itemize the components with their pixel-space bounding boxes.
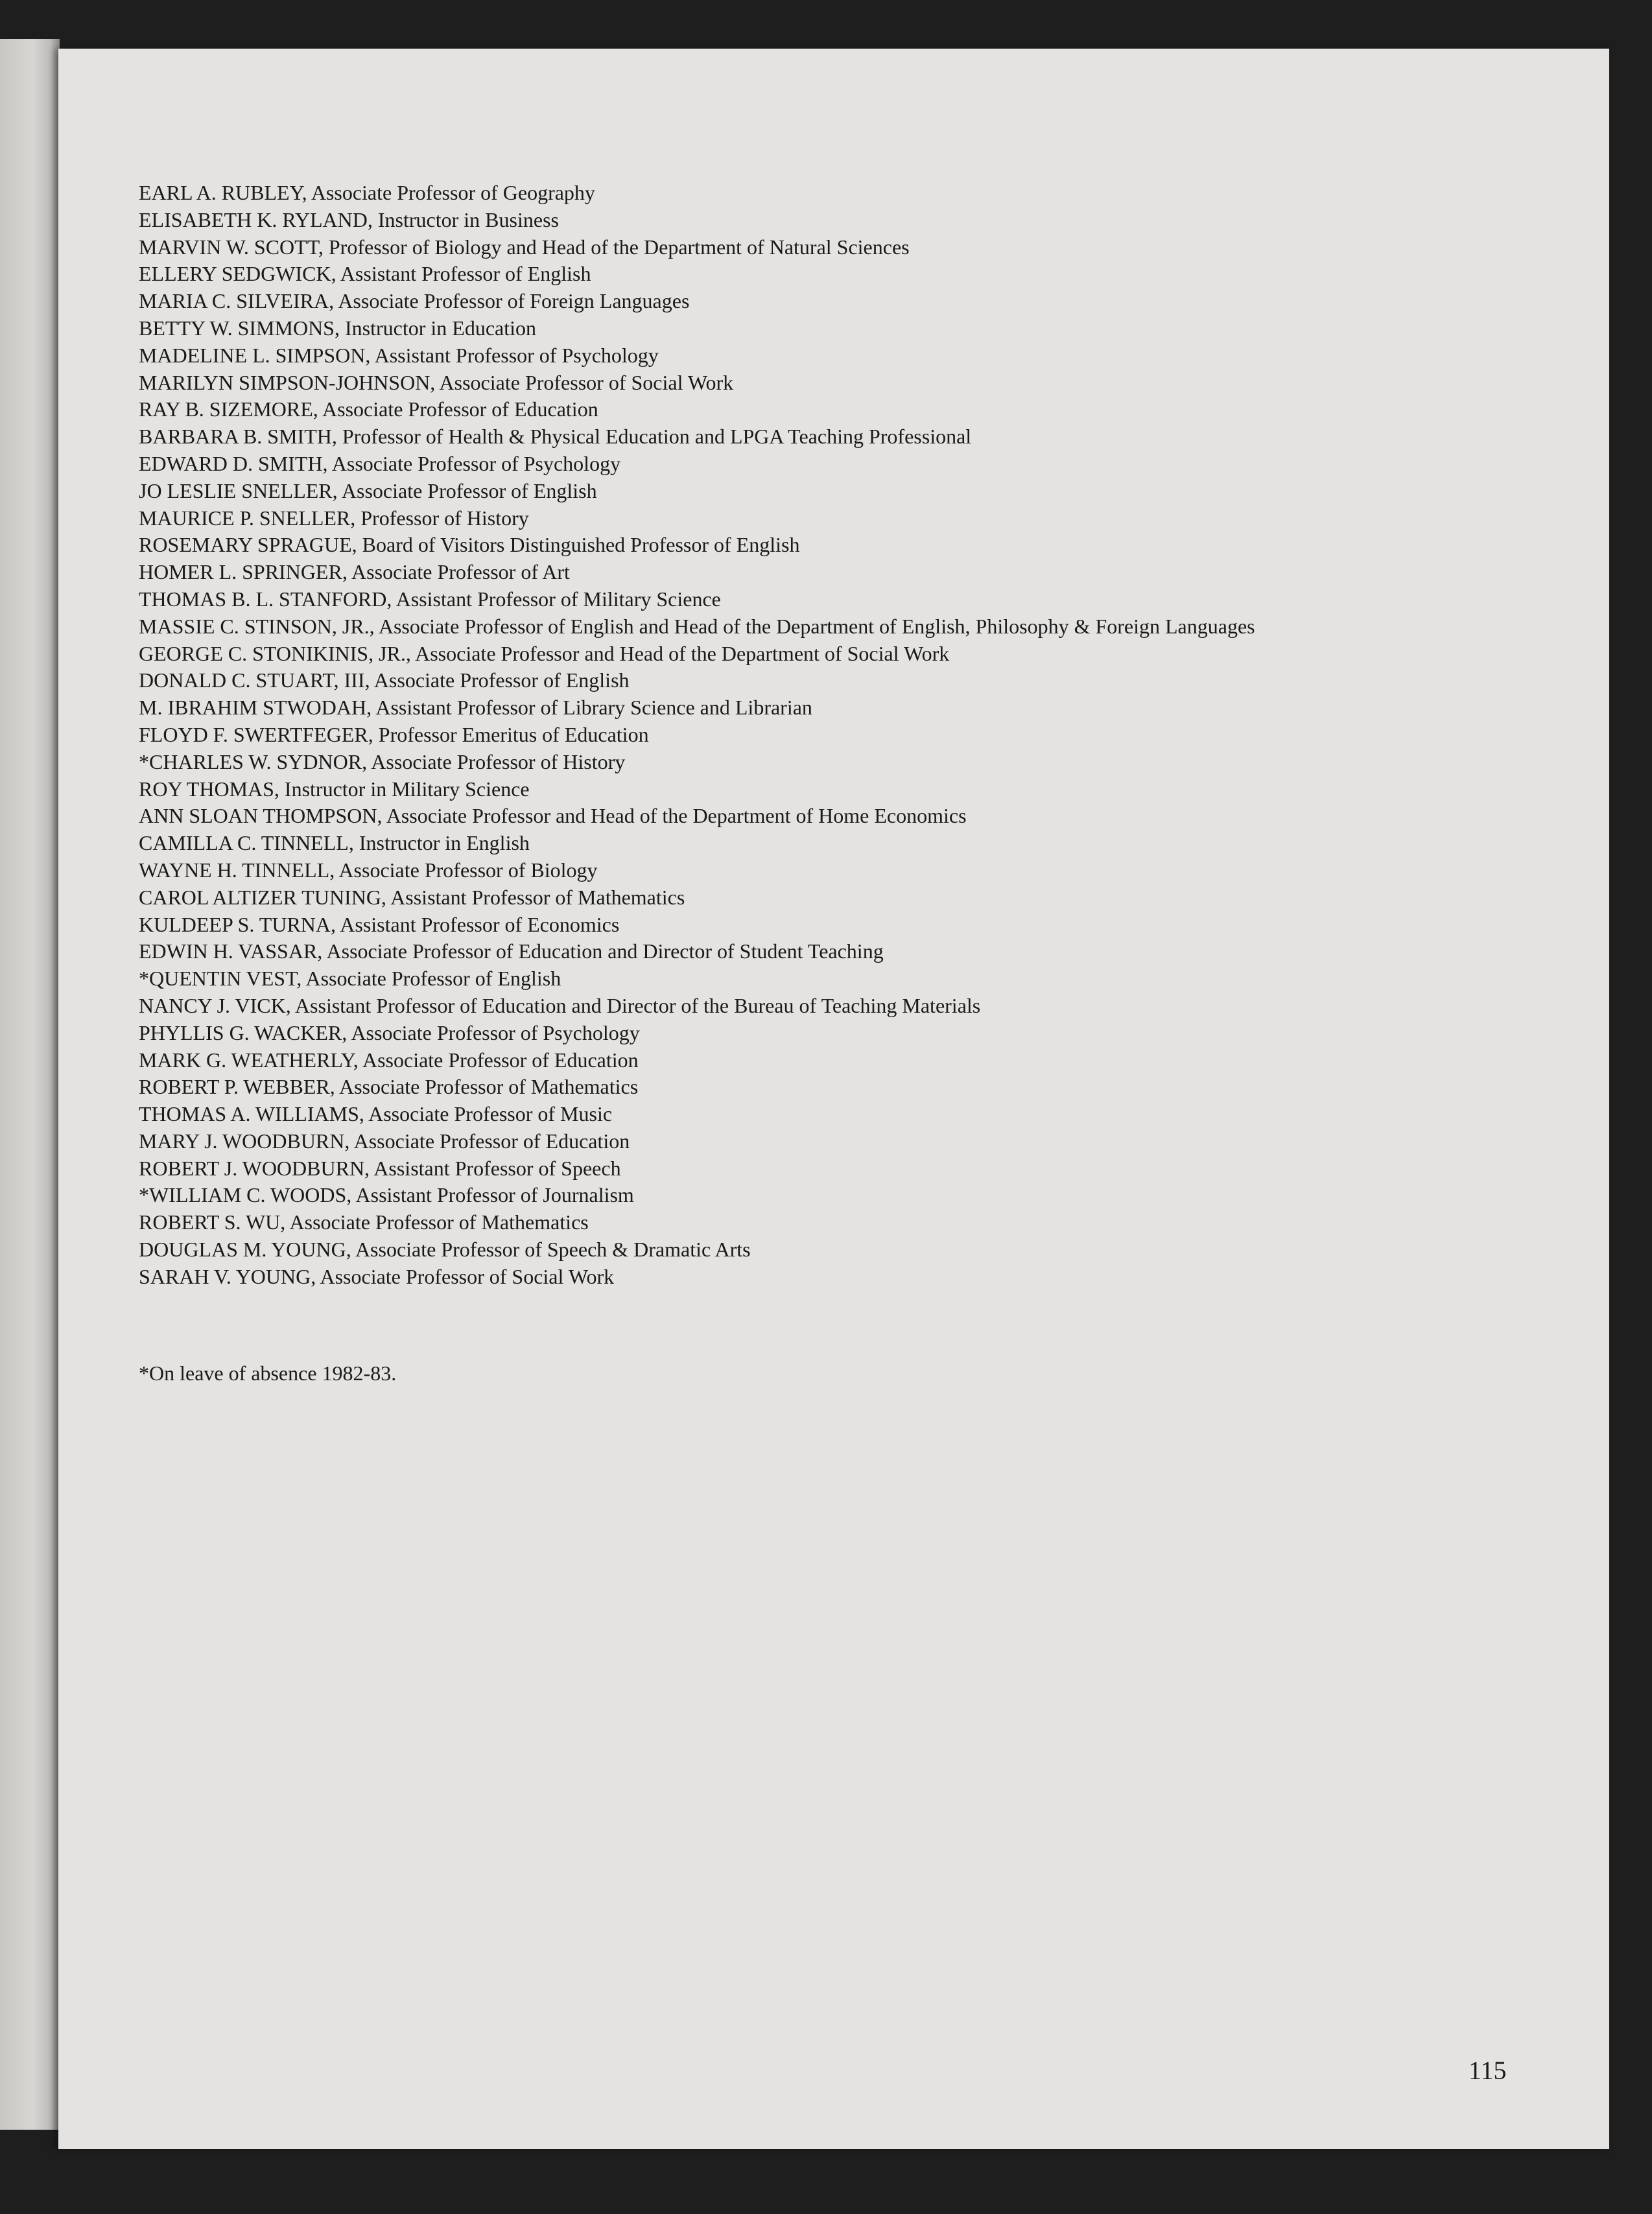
faculty-entry: CAMILLA C. TINNELL, Instructor in English: [139, 831, 530, 855]
faculty-entry: MADELINE L. SIMPSON, Assistant Professor of Psychology: [139, 343, 659, 367]
faculty-entry: M. IBRAHIM STWODAH, Assistant Professor of Library Science and Librarian: [139, 696, 812, 720]
faculty-entry: ELLERY SEDGWICK, Assistant Professor of English: [139, 262, 591, 286]
faculty-entry: PHYLLIS G. WACKER, Associate Professor of Psychology: [139, 1020, 640, 1044]
faculty-entry: DONALD C. STUART, III, Associate Professor of English: [139, 668, 630, 692]
faculty-entry: THOMAS B. L. STANFORD, Assistant Professor of Military Science: [139, 587, 721, 611]
faculty-entry: *WILLIAM C. WOODS, Assistant Professor of Journalism: [139, 1183, 634, 1207]
faculty-entry: CAROL ALTIZER TUNING, Assistant Professor of Mathematics: [139, 885, 685, 909]
faculty-entry: ROBERT J. WOODBURN, Assistant Professor of Speech: [139, 1156, 621, 1180]
faculty-entry: WAYNE H. TINNELL, Associate Professor of Biology: [139, 858, 598, 882]
faculty-entry: HOMER L. SPRINGER, Associate Professor of Art: [139, 560, 570, 584]
faculty-entry: NANCY J. VICK, Assistant Professor of Education and Director of the Bureau of Teaching Materials: [139, 993, 981, 1017]
faculty-entry: *QUENTIN VEST, Associate Professor of English: [139, 967, 561, 991]
faculty-entry: FLOYD F. SWERTFEGER, Professor Emeritus of Education: [139, 722, 649, 746]
faculty-entry: EDWARD D. SMITH, Associate Professor of Psychology: [139, 451, 621, 475]
faculty-entry: ROBERT S. WU, Associate Professor of Mathematics: [139, 1210, 589, 1234]
faculty-entry: BETTY W. SIMMONS, Instructor in Education: [139, 316, 536, 340]
faculty-entry: ROBERT P. WEBBER, Associate Professor of Mathematics: [139, 1075, 639, 1099]
faculty-entry: MARVIN W. SCOTT, Professor of Biology and Head of the Department of Natural Sciences: [139, 235, 910, 259]
faculty-entry: ANN SLOAN THOMPSON, Associate Professor and Head of the Department of Home Economics: [139, 804, 967, 828]
faculty-entry: *CHARLES W. SYDNOR, Associate Professor of History: [139, 749, 626, 773]
page-number: 115: [1469, 2056, 1507, 2085]
faculty-list: [139, 180, 1255, 1291]
faculty-entry: ROY THOMAS, Instructor in Military Science: [139, 777, 530, 801]
faculty-entry: EARL A. RUBLEY, Associate Professor of Geography: [139, 181, 595, 204]
faculty-entry: SARAH V. YOUNG, Associate Professor of Social Work: [139, 1264, 615, 1288]
faculty-entry: GEORGE C. STONIKINIS, JR., Associate Professor and Head of the Department of Social Work: [139, 641, 950, 665]
previous-page-edge: [0, 39, 60, 2130]
faculty-entry: MARIA C. SILVEIRA, Associate Professor of Foreign Languages: [139, 289, 690, 313]
faculty-entry: EDWIN H. VASSAR, Associate Professor of Education and Director of Student Teaching: [139, 939, 884, 963]
faculty-entry: RAY B. SIZEMORE, Associate Professor of Education: [139, 397, 598, 421]
faculty-entry: ROSEMARY SPRAGUE, Board of Visitors Distinguished Professor of English: [139, 533, 800, 557]
faculty-entry: THOMAS A. WILLIAMS, Associate Professor of Music: [139, 1102, 613, 1126]
footnote: *On leave of absence 1982-83.: [139, 1361, 397, 1385]
faculty-entry: MASSIE C. STINSON, JR., Associate Professor of English and Head of the Department of English, Philosophy & Foreign Languages: [139, 614, 1255, 638]
faculty-entry: KULDEEP S. TURNA, Assistant Professor of Economics: [139, 912, 620, 936]
faculty-entry: MARK G. WEATHERLY, Associate Professor of Education: [139, 1048, 639, 1072]
faculty-entry: MARILYN SIMPSON-JOHNSON, Associate Professor of Social Work: [139, 370, 734, 394]
document-page: [58, 49, 1609, 2149]
faculty-entry: MAURICE P. SNELLER, Professor of History: [139, 506, 529, 530]
faculty-entry: ELISABETH K. RYLAND, Instructor in Business: [139, 207, 559, 231]
faculty-entry: JO LESLIE SNELLER, Associate Professor of English: [139, 478, 597, 502]
faculty-entry: MARY J. WOODBURN, Associate Professor of Education: [139, 1129, 630, 1153]
faculty-entry: DOUGLAS M. YOUNG, Associate Professor of Speech & Dramatic Arts: [139, 1238, 751, 1262]
faculty-entry: BARBARA B. SMITH, Professor of Health & Physical Education and LPGA Teaching Professional: [139, 425, 972, 449]
